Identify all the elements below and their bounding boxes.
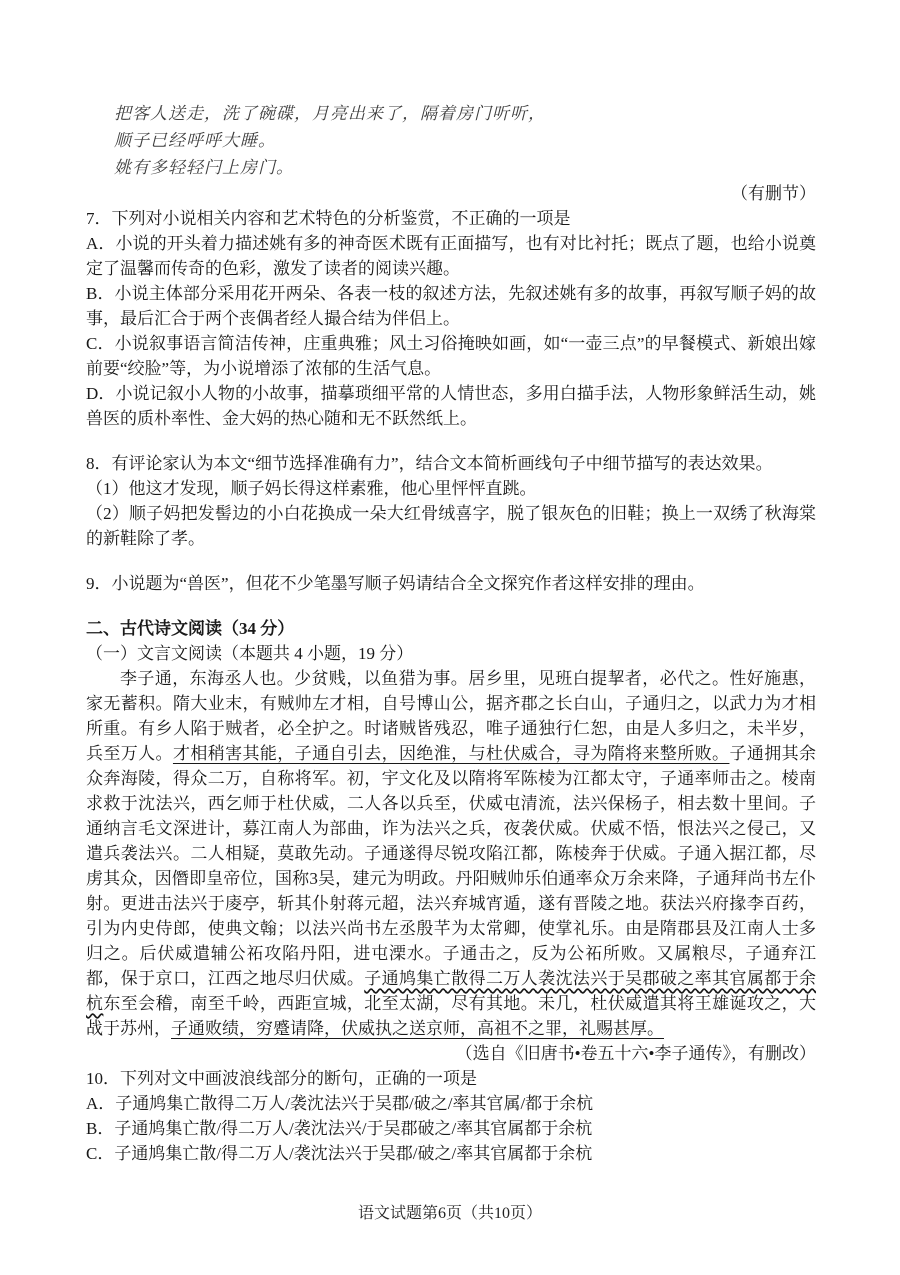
- excerpt-line: 把客人送走，洗了碗碟，月亮出来了，隔着房门听听，: [114, 104, 546, 123]
- classical-passage: [86, 666, 816, 1041]
- question-10-option-a: A．子通鸠集亡散得二万人/袭沈法兴于吴郡/破之/率其官属/都于余杭: [86, 1094, 594, 1113]
- section-subheading: （一）文言文阅读（本题共 4 小题，19 分）: [86, 644, 414, 663]
- question-8: [86, 451, 816, 551]
- question-7-option-a: A．小说的开头着力描述姚有多的神奇医术既有正面描写，也有对比衬托；既点了题，也给小说奠定了温馨而传奇的色彩，激发了读者的阅读兴趣。: [86, 234, 816, 278]
- page-number-footer: 语文试题第6页（共10页）: [357, 1205, 542, 1222]
- question-8-item-1: （1）他这才发现，顺子妈长得这样素雅，他心里怦怦直跳。: [86, 479, 537, 498]
- question-7: [86, 206, 816, 431]
- question-7-option-b: B．小说主体部分采用花开两朵、各表一枝的叙述方法，先叙述姚有多的故事，再叙写顺子妈的故事，最后汇合于两个丧偶者经人撮合结为伴侣上。: [86, 284, 816, 328]
- excerpt-line: 姚有多轻轻闩上房门。: [114, 158, 294, 177]
- section-2: [86, 616, 816, 1066]
- passage-segment: 李子通，东海丞人也。少贫贱，以鱼猎为事。居乡里，见班白提挈者，必代之。性好施惠，家无蓄积。隋大业末，有贼帅左才相，自号博山公，据齐郡之长白山，子通归之，以武力为才相所重。有乡人陷于贼者，必全护之。时诸贼皆残忍，唯子通独行仁恕，由是人多归之，未半岁，兵至万人。: [86, 669, 816, 763]
- question-10-option-c: C．子通鸠集亡散/得二万人/袭沈法兴于吴郡/破之/率其官属都于余杭: [86, 1144, 593, 1163]
- passage-segment: 子通拥其余众奔海陵，得众二万，自称将军。初，宇文化及以隋将军陈棱为江都太守，子通率师击之。棱南求救于沈法兴，西乞师于杜伏威，二人各以兵至，伏威屯清流，法兴保杨子，相去数十里间。子通纳言毛文深进计，募江南人为部曲，诈为法兴之兵，夜袭伏威。伏威不悟，恨法兴之侵己，又遣兵袭法兴。二人相疑，莫敢先动。子通遂得尽锐攻陷江都，陈棱奔于伏威。子通入据江都，尽虏其众，因僭即皇帝位，国称3吴，建元为明政。丹阳贼帅乐伯通率众万余来降，子通拜尚书左仆射。更进击法兴于庱亭，斩其仆射蒋元超，法兴弃城宵遁，遂有晋陵之地。获法兴府掾李百药，引为内史侍郎，使典文翰；以法兴尚书左丞殷芊为太常卿，使掌礼乐。由是隋郡县及江南人士多归之。后伏威遣辅公祏攻陷丹阳，进屯溧水。子通击之，反为公祏所败。又属粮尽，子通弃江都，保于京口，江西之地尽归伏威。: [86, 744, 817, 988]
- question-7-option-d: D．小说记叙小人物的小故事，描摹琐细平常的人情世态，多用白描手法，人物形象鲜活生动，姚兽医的质朴率性、金大妈的热心随和无不跃然纸上。: [86, 384, 816, 428]
- question-10-stem: 10．下列对文中画波浪线部分的断句，正确的一项是: [86, 1069, 477, 1088]
- passage-segment-underlined: 子通败绩，穷蹙请降，伏威执之送京师，高祖不之罪，礼赐甚厚。: [171, 1019, 664, 1038]
- question-7-stem: 7．下列对小说相关内容和艺术特色的分析鉴赏，不正确的一项是: [86, 209, 571, 228]
- passage-segment-underlined: 才相稍害其能，子通自引去，因绝淮，与杜伏威合，寻为隋将来整所败。: [172, 744, 730, 763]
- question-9: [86, 571, 816, 596]
- question-8-stem: 8．有评论家认为本文“细节选择准确有力”，结合文本简析画线句子中细节描写的表达效果。: [86, 454, 773, 473]
- question-10: [86, 1066, 816, 1166]
- passage-segment: 东至会稽，南至千岭，西距宣城，北至太湖，尽有其地。未几，杜伏威遣其将王雄诞攻之，大战于苏州，: [86, 994, 816, 1038]
- section-heading: 二、古代诗文阅读（34 分）: [86, 619, 295, 638]
- deletion-note: （有删节）: [731, 184, 816, 203]
- passage-segment-wavy-underlined: 子通鸠集亡散得二万人袭沈法兴于吴郡破之率其官属都于余杭: [86, 969, 817, 1013]
- excerpt-line: 顺子已经呼呼大睡。: [114, 131, 276, 150]
- page-content: [86, 100, 816, 1166]
- question-9-stem: 9．小说题为“兽医”，但花不少笔墨写顺子妈请结合全文探究作者这样安排的理由。: [86, 574, 705, 593]
- question-10-option-b: B．子通鸠集亡散/得二万人/袭沈法兴/于吴郡破之/率其官属都于余杭: [86, 1119, 593, 1138]
- question-8-item-2: （2）顺子妈把发髻边的小白花换成一朵大红骨绒喜字，脱了银灰色的旧鞋；换上一双绣了秋海棠的新鞋除了孝。: [86, 504, 816, 548]
- source-attribution: （选自《旧唐书•卷五十六•李子通传》，有删改）: [455, 1044, 816, 1063]
- novel-excerpt: [86, 100, 816, 181]
- question-7-option-c: C．小说叙事语言简洁传神，庄重典雅；风土习俗掩映如画，如“一壶三点”的早餐模式、新娘出嫁前要“绞脸”等，为小说增添了浓郁的生活气息。: [86, 334, 816, 378]
